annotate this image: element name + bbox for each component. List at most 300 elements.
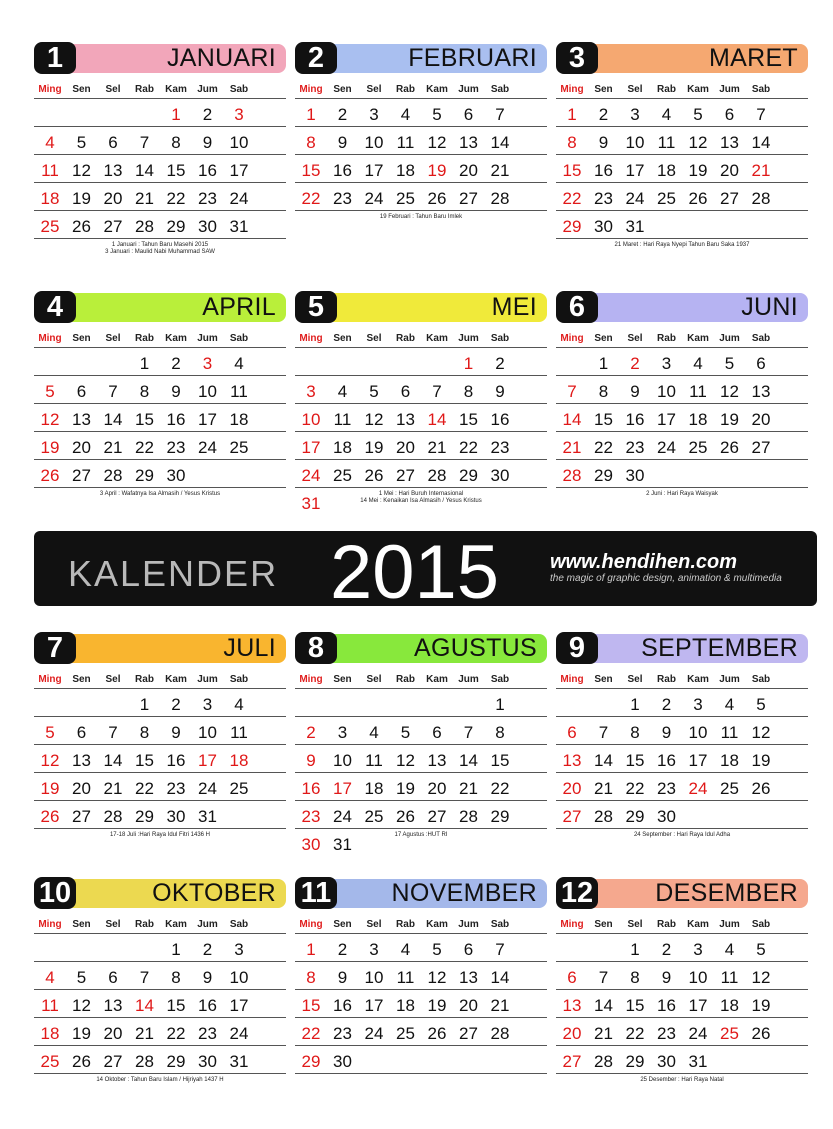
day-cell: 5 bbox=[400, 723, 411, 742]
day-cell: 10 bbox=[688, 968, 708, 987]
day-cell: 13 bbox=[459, 968, 478, 987]
weekday-sel: Sel bbox=[627, 919, 643, 930]
week-divider bbox=[295, 800, 547, 801]
day-cell: 17 bbox=[301, 438, 321, 457]
month-number: 11 bbox=[295, 877, 337, 909]
weekday-jum: Jum bbox=[197, 674, 218, 685]
day-cell: 21 bbox=[751, 161, 771, 180]
week-divider bbox=[34, 459, 286, 460]
week-divider bbox=[34, 403, 286, 404]
weekday-kam: Kam bbox=[687, 919, 709, 930]
month-name: JULI bbox=[223, 634, 276, 662]
day-cell: 11 bbox=[396, 968, 415, 987]
day-cell: 19 bbox=[40, 779, 60, 798]
month-name: SEPTEMBER bbox=[641, 634, 798, 662]
day-cell: 3 bbox=[369, 105, 379, 124]
day-cell: 12 bbox=[40, 751, 60, 770]
month-maret bbox=[556, 42, 808, 282]
day-cell: 28 bbox=[459, 807, 478, 826]
day-cell: 28 bbox=[490, 1024, 510, 1043]
day-cell: 25 bbox=[657, 189, 676, 208]
month-number: 5 bbox=[295, 291, 337, 323]
day-cell: 20 bbox=[720, 161, 739, 180]
month-header bbox=[295, 291, 547, 323]
weekday-rab: Rab bbox=[135, 919, 154, 930]
week-divider bbox=[34, 238, 286, 239]
day-cell: 23 bbox=[657, 779, 676, 798]
holiday-note: 17-18 Juli :Hari Raya Idul Fitri 1436 H bbox=[109, 832, 211, 838]
day-cell: 14 bbox=[562, 410, 582, 429]
day-cell: 5 bbox=[432, 940, 442, 959]
holiday-note: 25 Desember : Hari Raya Natal bbox=[640, 1077, 724, 1083]
day-cell: 7 bbox=[495, 105, 505, 124]
week-divider bbox=[295, 688, 547, 689]
month-name: NOVEMBER bbox=[391, 879, 537, 907]
day-cell: 13 bbox=[562, 996, 582, 1015]
week-divider bbox=[295, 989, 547, 990]
day-cell: 2 bbox=[202, 940, 213, 959]
day-cell: 26 bbox=[72, 217, 91, 236]
day-cell: 23 bbox=[166, 438, 186, 457]
week-divider bbox=[295, 828, 547, 829]
week-divider bbox=[556, 800, 808, 801]
weekday-kam: Kam bbox=[165, 84, 187, 95]
day-cell: 26 bbox=[40, 807, 60, 826]
day-cell: 21 bbox=[594, 779, 613, 798]
day-cell: 19 bbox=[72, 189, 91, 208]
day-cell: 11 bbox=[720, 723, 739, 742]
day-cell: 27 bbox=[427, 807, 447, 826]
weekday-sel: Sel bbox=[366, 919, 382, 930]
day-cell: 4 bbox=[400, 940, 411, 959]
week-divider bbox=[295, 487, 547, 488]
day-cell: 22 bbox=[625, 1024, 645, 1043]
day-cell: 18 bbox=[364, 779, 384, 798]
day-cell: 27 bbox=[562, 807, 582, 826]
day-cell: 1 bbox=[306, 105, 316, 124]
day-cell: 9 bbox=[630, 382, 640, 401]
month-number: 2 bbox=[295, 42, 337, 74]
weekday-ming: Ming bbox=[299, 919, 323, 930]
day-cell: 20 bbox=[396, 438, 415, 457]
weekday-ming: Ming bbox=[38, 333, 62, 344]
weekday-sab: Sab bbox=[751, 919, 771, 930]
day-cell: 27 bbox=[459, 189, 478, 208]
day-cell: 5 bbox=[693, 105, 703, 124]
week-divider bbox=[556, 210, 808, 211]
weekday-sen: Sen bbox=[333, 84, 352, 95]
weekday-kam: Kam bbox=[426, 919, 448, 930]
day-cell: 2 bbox=[202, 105, 213, 124]
day-cell: 27 bbox=[103, 1052, 123, 1071]
holiday-note: 17 Agustus :HUT RI bbox=[394, 832, 448, 838]
day-cell: 15 bbox=[459, 410, 478, 429]
day-cell: 23 bbox=[490, 438, 510, 457]
day-cell: 18 bbox=[40, 1024, 60, 1043]
weekday-sen: Sen bbox=[333, 674, 352, 685]
week-divider bbox=[556, 375, 808, 376]
day-cell: 26 bbox=[751, 1024, 771, 1043]
day-cell: 11 bbox=[41, 161, 59, 180]
day-cell: 27 bbox=[720, 189, 739, 208]
day-cell: 1 bbox=[630, 695, 640, 714]
weekday-jum: Jum bbox=[458, 333, 479, 344]
day-cell: 23 bbox=[333, 189, 352, 208]
day-cell: 7 bbox=[108, 723, 118, 742]
day-cell: 22 bbox=[459, 438, 478, 457]
day-cell: 13 bbox=[396, 410, 415, 429]
month-januari bbox=[34, 42, 286, 282]
day-cell: 26 bbox=[427, 189, 447, 208]
day-cell: 12 bbox=[688, 133, 708, 152]
week-divider bbox=[556, 961, 808, 962]
week-divider bbox=[295, 126, 547, 127]
day-cell: 14 bbox=[135, 161, 154, 180]
day-cell: 7 bbox=[108, 382, 118, 401]
week-divider bbox=[34, 716, 286, 717]
month-header bbox=[34, 877, 286, 909]
day-cell: 24 bbox=[657, 438, 676, 457]
day-cell: 7 bbox=[598, 723, 609, 742]
weekday-jum: Jum bbox=[719, 674, 740, 685]
weekday-kam: Kam bbox=[687, 84, 709, 95]
month-april bbox=[34, 291, 286, 531]
month-header bbox=[556, 42, 808, 74]
day-cell: 9 bbox=[171, 723, 181, 742]
day-cell: 16 bbox=[594, 161, 613, 180]
day-cell: 23 bbox=[301, 807, 321, 826]
weekday-rab: Rab bbox=[657, 919, 676, 930]
day-cell: 6 bbox=[108, 968, 118, 987]
weekday-sab: Sab bbox=[751, 84, 771, 95]
weekday-jum: Jum bbox=[458, 919, 479, 930]
weekday-jum: Jum bbox=[719, 333, 740, 344]
month-header bbox=[34, 291, 286, 323]
month-name: JANUARI bbox=[166, 44, 276, 72]
week-divider bbox=[556, 933, 808, 934]
day-cell: 27 bbox=[72, 466, 91, 485]
day-cell: 28 bbox=[427, 466, 447, 485]
day-cell: 24 bbox=[198, 779, 217, 798]
day-cell: 12 bbox=[72, 996, 91, 1015]
day-cell: 21 bbox=[490, 996, 510, 1015]
month-mei bbox=[295, 291, 547, 531]
week-divider bbox=[295, 1017, 547, 1018]
week-divider bbox=[556, 347, 808, 348]
day-cell: 26 bbox=[720, 438, 739, 457]
day-cell: 29 bbox=[135, 807, 154, 826]
week-divider bbox=[295, 1045, 547, 1046]
day-cell: 5 bbox=[45, 723, 55, 742]
day-cell: 20 bbox=[427, 779, 447, 798]
day-cell: 14 bbox=[103, 751, 123, 770]
day-cell: 2 bbox=[661, 940, 672, 959]
day-cell: 4 bbox=[234, 695, 244, 714]
day-cell: 30 bbox=[657, 807, 676, 826]
day-cell: 21 bbox=[459, 779, 478, 798]
weekday-ming: Ming bbox=[38, 919, 62, 930]
month-name: AGUSTUS bbox=[414, 634, 537, 662]
day-cell: 28 bbox=[562, 466, 582, 485]
weekday-rab: Rab bbox=[135, 333, 154, 344]
day-cell: 15 bbox=[594, 410, 613, 429]
week-divider bbox=[556, 1073, 808, 1074]
day-cell: 28 bbox=[135, 1052, 154, 1071]
day-cell: 31 bbox=[688, 1052, 708, 1071]
day-cell: 28 bbox=[135, 217, 154, 236]
week-divider bbox=[556, 459, 808, 460]
day-cell: 28 bbox=[490, 189, 510, 208]
day-cell: 16 bbox=[166, 751, 186, 770]
day-cell: 13 bbox=[427, 751, 447, 770]
day-cell: 27 bbox=[562, 1052, 582, 1071]
holiday-note: 1 Mei : Hari Buruh Internasional bbox=[378, 491, 464, 497]
day-cell: 10 bbox=[198, 382, 217, 401]
week-divider bbox=[295, 375, 547, 376]
day-cell: 3 bbox=[234, 105, 244, 124]
weekday-sel: Sel bbox=[366, 84, 382, 95]
weekday-ming: Ming bbox=[560, 333, 584, 344]
week-divider bbox=[34, 1073, 286, 1074]
weekday-sen: Sen bbox=[72, 84, 91, 95]
day-cell: 16 bbox=[490, 410, 510, 429]
week-divider bbox=[34, 126, 286, 127]
day-cell: 21 bbox=[594, 1024, 613, 1043]
day-cell: 1 bbox=[139, 695, 150, 714]
holiday-note: 14 Oktober : Tahun Baru Islam / Hijriyah 1437 H bbox=[96, 1077, 224, 1083]
day-cell: 12 bbox=[72, 161, 91, 180]
day-cell: 6 bbox=[567, 968, 577, 987]
day-cell: 16 bbox=[198, 161, 217, 180]
holiday-note: 14 Mei : Kenaikan Isa Almasih / Yesus Kristus bbox=[360, 498, 482, 504]
day-cell: 2 bbox=[495, 354, 505, 373]
day-cell: 25 bbox=[720, 1024, 739, 1043]
week-divider bbox=[34, 772, 286, 773]
day-cell: 24 bbox=[301, 466, 321, 485]
week-divider bbox=[295, 210, 547, 211]
weekday-kam: Kam bbox=[687, 333, 709, 344]
day-cell: 6 bbox=[400, 382, 411, 401]
weekday-sab: Sab bbox=[490, 919, 510, 930]
day-cell: 27 bbox=[459, 1024, 478, 1043]
day-cell: 14 bbox=[135, 996, 154, 1015]
day-cell: 12 bbox=[720, 382, 739, 401]
day-cell: 5 bbox=[756, 940, 766, 959]
day-cell: 20 bbox=[751, 410, 771, 429]
day-cell: 20 bbox=[562, 779, 582, 798]
day-cell: 2 bbox=[630, 354, 640, 373]
month-number: 1 bbox=[34, 42, 76, 74]
day-cell: 14 bbox=[751, 133, 771, 152]
week-divider bbox=[34, 182, 286, 183]
day-cell: 9 bbox=[661, 723, 672, 742]
weekday-sel: Sel bbox=[627, 84, 643, 95]
day-cell: 17 bbox=[688, 996, 708, 1015]
day-cell: 31 bbox=[229, 1052, 249, 1071]
day-cell: 18 bbox=[688, 410, 708, 429]
day-cell: 24 bbox=[229, 189, 249, 208]
month-november bbox=[295, 877, 547, 1117]
day-cell: 1 bbox=[598, 354, 609, 373]
weekday-kam: Kam bbox=[165, 333, 187, 344]
day-cell: 10 bbox=[364, 968, 384, 987]
week-divider bbox=[556, 98, 808, 99]
day-cell: 10 bbox=[301, 410, 321, 429]
day-cell: 5 bbox=[45, 382, 55, 401]
month-name: OKTOBER bbox=[152, 879, 276, 907]
day-cell: 10 bbox=[229, 968, 249, 987]
weekday-sab: Sab bbox=[751, 674, 771, 685]
month-desember bbox=[556, 877, 808, 1117]
day-cell: 25 bbox=[333, 466, 352, 485]
day-cell: 22 bbox=[562, 189, 582, 208]
weekday-kam: Kam bbox=[426, 674, 448, 685]
banner-title: KALENDER bbox=[68, 553, 279, 594]
day-cell: 7 bbox=[432, 382, 442, 401]
day-cell: 16 bbox=[657, 751, 676, 770]
month-name: DESEMBER bbox=[655, 879, 798, 907]
day-cell: 5 bbox=[76, 968, 87, 987]
day-cell: 29 bbox=[562, 217, 582, 236]
weekday-ming: Ming bbox=[299, 333, 323, 344]
week-divider bbox=[556, 688, 808, 689]
month-header bbox=[295, 632, 547, 664]
day-cell: 3 bbox=[337, 723, 348, 742]
weekday-ming: Ming bbox=[299, 84, 323, 95]
day-cell: 30 bbox=[333, 1052, 352, 1071]
week-divider bbox=[556, 487, 808, 488]
day-cell: 9 bbox=[202, 133, 213, 152]
day-cell: 8 bbox=[139, 723, 150, 742]
holiday-note: 3 Januari : Maulid Nabi Muhammad SAW bbox=[105, 249, 215, 255]
weekday-rab: Rab bbox=[135, 84, 154, 95]
day-cell: 31 bbox=[229, 217, 249, 236]
day-cell: 21 bbox=[427, 438, 447, 457]
weekday-sen: Sen bbox=[333, 333, 352, 344]
day-cell: 3 bbox=[234, 940, 244, 959]
day-cell: 16 bbox=[657, 996, 676, 1015]
banner-tagline: the magic of graphic design, animation & multimedia bbox=[550, 573, 782, 584]
day-cell: 10 bbox=[333, 751, 352, 770]
holiday-note: 19 Februari : Tahun Baru Imlek bbox=[379, 214, 463, 220]
day-cell: 20 bbox=[72, 779, 91, 798]
day-cell: 30 bbox=[166, 466, 186, 485]
day-cell: 18 bbox=[396, 996, 415, 1015]
day-cell: 19 bbox=[40, 438, 60, 457]
month-name: FEBRUARI bbox=[408, 44, 537, 72]
day-cell: 8 bbox=[171, 968, 181, 987]
day-cell: 16 bbox=[333, 161, 352, 180]
day-cell: 3 bbox=[693, 940, 703, 959]
day-cell: 30 bbox=[301, 835, 321, 854]
day-cell: 25 bbox=[364, 807, 384, 826]
day-cell: 10 bbox=[625, 133, 645, 152]
weekday-ming: Ming bbox=[38, 84, 62, 95]
weekday-ming: Ming bbox=[560, 84, 584, 95]
day-cell: 9 bbox=[337, 133, 348, 152]
day-cell: 25 bbox=[688, 438, 708, 457]
day-cell: 23 bbox=[198, 189, 217, 208]
week-divider bbox=[295, 961, 547, 962]
month-name: MEI bbox=[491, 293, 537, 321]
holiday-note: 21 Maret : Hari Raya Nyepi Tahun Baru Saka 1937 bbox=[614, 242, 750, 248]
week-divider bbox=[34, 1017, 286, 1018]
weekday-sab: Sab bbox=[229, 919, 249, 930]
day-cell: 5 bbox=[369, 382, 379, 401]
week-divider bbox=[34, 210, 286, 211]
day-cell: 11 bbox=[720, 968, 739, 987]
day-cell: 12 bbox=[751, 723, 771, 742]
day-cell: 24 bbox=[333, 807, 352, 826]
day-cell: 1 bbox=[630, 940, 640, 959]
day-cell: 5 bbox=[724, 354, 735, 373]
month-number: 3 bbox=[556, 42, 598, 74]
week-divider bbox=[295, 1073, 547, 1074]
week-divider bbox=[556, 154, 808, 155]
day-cell: 17 bbox=[625, 161, 645, 180]
day-cell: 29 bbox=[594, 466, 613, 485]
weekday-rab: Rab bbox=[657, 84, 676, 95]
weekday-ming: Ming bbox=[38, 674, 62, 685]
day-cell: 20 bbox=[459, 996, 478, 1015]
day-cell: 25 bbox=[40, 217, 60, 236]
day-cell: 17 bbox=[364, 996, 384, 1015]
day-cell: 3 bbox=[306, 382, 316, 401]
day-cell: 15 bbox=[625, 751, 645, 770]
day-cell: 19 bbox=[720, 410, 739, 429]
day-cell: 17 bbox=[229, 161, 249, 180]
day-cell: 26 bbox=[364, 466, 384, 485]
day-cell: 27 bbox=[103, 217, 123, 236]
day-cell: 21 bbox=[490, 161, 510, 180]
day-cell: 8 bbox=[171, 133, 181, 152]
weekday-sel: Sel bbox=[105, 919, 121, 930]
day-cell: 12 bbox=[396, 751, 415, 770]
day-cell: 19 bbox=[688, 161, 708, 180]
day-cell: 10 bbox=[688, 723, 708, 742]
day-cell: 24 bbox=[364, 189, 384, 208]
day-cell: 13 bbox=[459, 133, 478, 152]
weekday-ming: Ming bbox=[560, 674, 584, 685]
week-divider bbox=[556, 989, 808, 990]
day-cell: 16 bbox=[333, 996, 352, 1015]
month-number: 6 bbox=[556, 291, 598, 323]
day-cell: 25 bbox=[720, 779, 739, 798]
day-cell: 18 bbox=[333, 438, 352, 457]
day-cell: 17 bbox=[657, 410, 676, 429]
weekday-sen: Sen bbox=[72, 919, 91, 930]
day-cell: 29 bbox=[166, 1052, 186, 1071]
day-cell: 2 bbox=[171, 695, 181, 714]
week-divider bbox=[295, 744, 547, 745]
day-cell: 26 bbox=[40, 466, 60, 485]
week-divider bbox=[34, 98, 286, 99]
day-cell: 6 bbox=[76, 382, 87, 401]
day-cell: 17 bbox=[198, 751, 217, 770]
day-cell: 29 bbox=[625, 1052, 645, 1071]
day-cell: 20 bbox=[459, 161, 478, 180]
day-cell: 3 bbox=[202, 695, 213, 714]
day-cell: 7 bbox=[756, 105, 766, 124]
day-cell: 11 bbox=[657, 133, 676, 152]
weekday-kam: Kam bbox=[165, 674, 187, 685]
day-cell: 16 bbox=[625, 410, 645, 429]
week-divider bbox=[295, 716, 547, 717]
day-cell: 22 bbox=[594, 438, 613, 457]
day-cell: 7 bbox=[463, 723, 474, 742]
day-cell: 4 bbox=[724, 940, 735, 959]
day-cell: 14 bbox=[594, 996, 613, 1015]
